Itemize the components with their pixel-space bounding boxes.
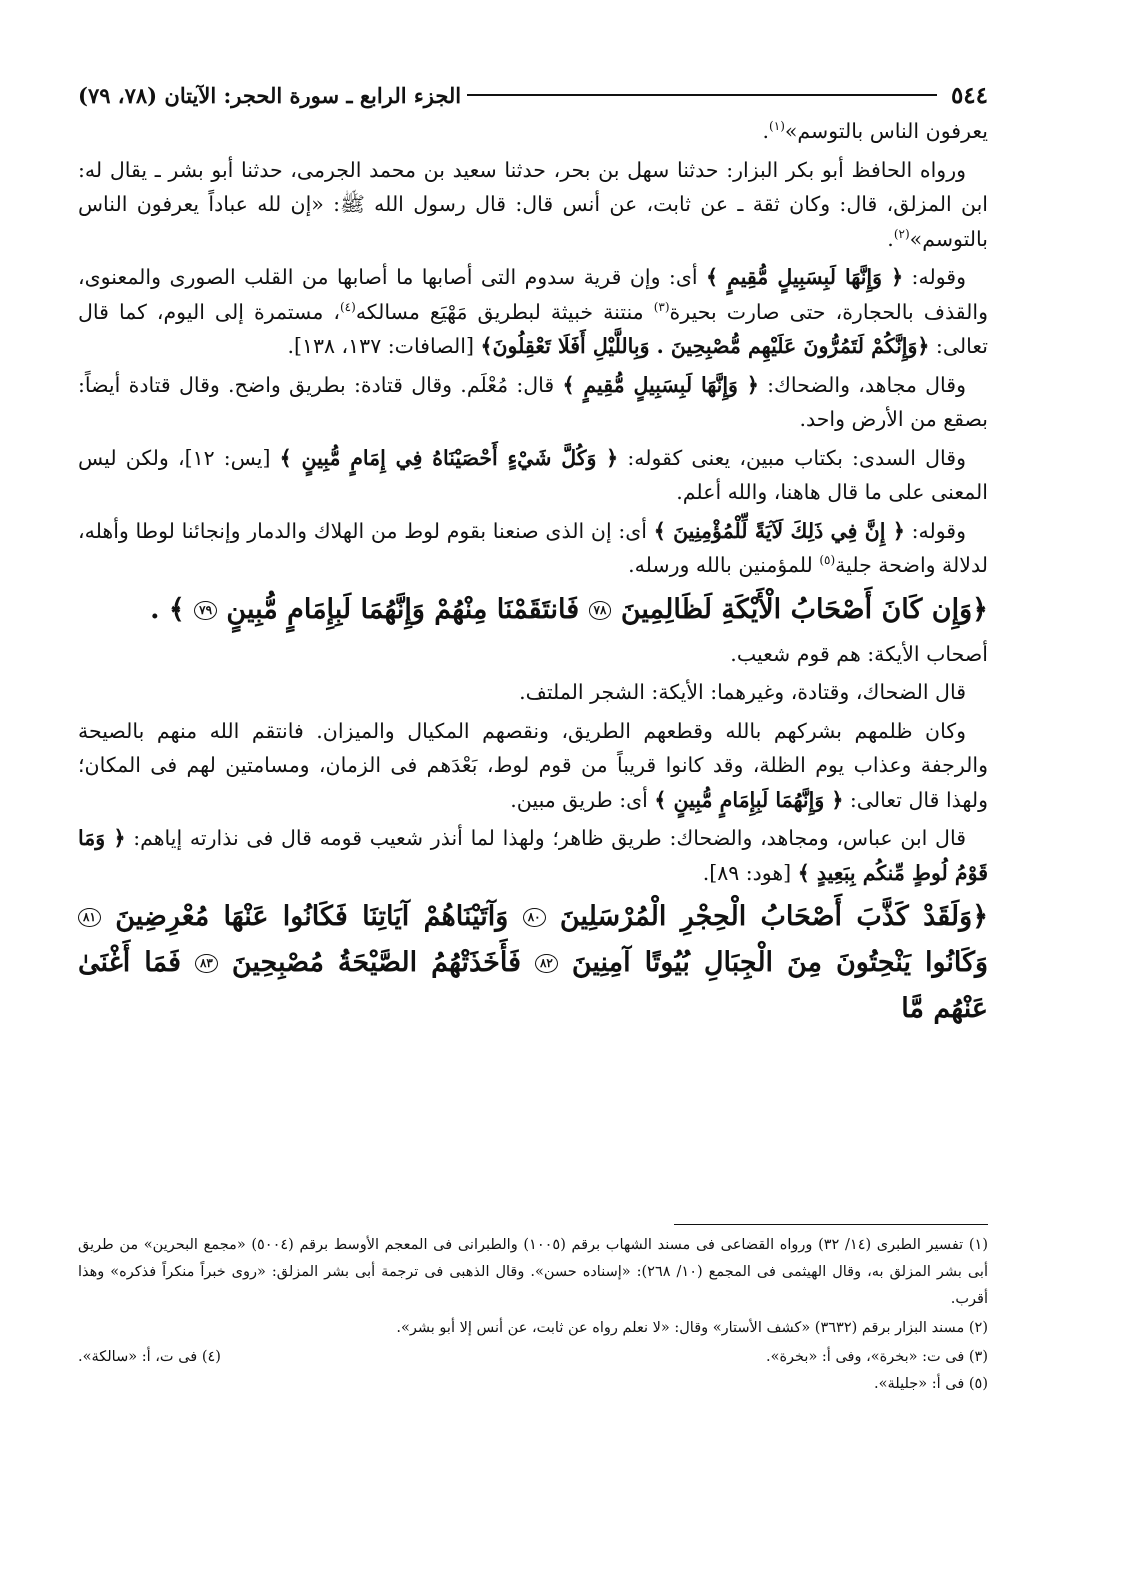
- verse-text: وَلَقَدْ كَذَّبَ أَصْحَابُ الْحِجْرِ الْمُرْسَلِينَ: [559, 901, 973, 932]
- paragraph-7: أصحاب الأيكة: هم قوم شعيب.: [730, 641, 988, 666]
- paragraph-1: [78, 114, 988, 149]
- verse-bracket: ﴾ .: [150, 593, 185, 625]
- paragraph-text: أى: إن الذى صنعنا بقوم لوط من الهلاك والدمار وإنجائنا لوطا وأهله، لدلالة واضحة جلية: [78, 518, 988, 577]
- main-text: [78, 114, 988, 1036]
- quran-quote: ﴿وَإِنَّكُمْ لَتَمُرُّونَ عَلَيْهِم مُّصْبِحِينَ . وَبِاللَّيْلِ أَفَلَا تَعْقِلُونَ﴾: [480, 334, 930, 358]
- paragraph-text: ورواه الحافظ أبو بكر البزار: حدثنا سهل بن بحر، حدثنا سعيد بن محمد الجرمى، حدثنا أبو بشر ـ يقال له: ابن المزلق، قال: وكان ثقة ـ عن ثابت، عن أنس قال: قال رسول الله ﷺ: «إن لله عباداً يعرفون الناس بالتوسم»: [78, 157, 988, 251]
- paragraph-text: [هود: ٨٩].: [702, 860, 798, 885]
- footnotes: [78, 1232, 988, 1400]
- footnote-5: (٥) فى أ: «جليلة».: [874, 1376, 988, 1392]
- verse-number: ٨٠: [523, 908, 546, 927]
- paragraph-text: للمؤمنين بالله ورسله.: [628, 553, 820, 577]
- quran-quote: ﴿ إِنَّ فِي ذَلِكَ لَآيَةً لِّلْمُؤْمِنِينَ ﴾: [653, 518, 905, 543]
- footnote-ref[interactable]: (٣): [653, 299, 670, 314]
- paragraph-text: وقوله:: [904, 518, 967, 543]
- paragraph-text: .: [762, 119, 770, 143]
- page-number: ٥٤٤: [950, 81, 988, 109]
- paragraph-text: [الصافات: ١٣٧، ١٣٨].: [287, 334, 481, 358]
- paragraph-2: [78, 153, 988, 257]
- paragraph-text: وقال السدى: بكتاب مبين، يعنى كقوله:: [618, 445, 966, 470]
- quran-quote: ﴿ وَكُلَّ شَيْءٍ أَحْصَيْنَاهُ فِي إِمَامٍ مُّبِينٍ ﴾: [279, 445, 619, 470]
- header-rule: [467, 94, 937, 96]
- footnote-ref[interactable]: (٥): [819, 553, 836, 568]
- verse-number: ٧٩: [194, 601, 217, 620]
- quran-quote: ﴿ وَإِنَّهَا لَبِسَبِيلٍ مُّقِيمٍ ﴾: [562, 372, 759, 397]
- paragraph-text: أى: وإن قرية سدوم التى أصابها ما أصابها من القلب الصورى والمعنوى، والقذف بالحجارة، حتى صارت بحيرة: [78, 265, 988, 324]
- footnote-4: (٤) فى ت، أ: «سالكة».: [78, 1349, 221, 1365]
- page-header: [78, 78, 988, 112]
- footnote-ref[interactable]: (٢): [893, 226, 910, 241]
- verse-number: ٨١: [78, 908, 101, 927]
- verse-text: وَإِن كَانَ أَصْحَابُ الْأَيْكَةِ لَظَالِمِينَ: [620, 593, 973, 625]
- footnote-ref[interactable]: (٤): [339, 299, 356, 314]
- paragraph-text: قال ابن عباس، ومجاهد، والضحاك: طريق ظاهر؛ ولهذا لما أنذر شعيب قومه قال فى نذارته إياهم:: [125, 826, 966, 850]
- footnote-1: (١) تفسير الطبرى (١٤/ ٣٢) ورواه القضاعى فى مسند الشهاب برقم (١٠٠٥) والطبرانى فى المعجم الأوسط برقم (٥٠٠٤) «مجمع البحرين» من طريق أبى بشر المزلق به، وقال الهيثمى فى المجمع (١٠/ ٢٦٨): «إسناده حسن». وقال الذهبى فى ترجمة أبى بشر المزلق: «روى خبراً منكراً فذكره» وهذا أقرب.: [78, 1237, 989, 1307]
- verse-number: ٨٣: [195, 954, 218, 973]
- verse-text: فَأَخَذَتْهُمُ الصَّيْحَةُ مُصْبِحِينَ: [231, 947, 521, 978]
- footnote-separator: [674, 1224, 988, 1225]
- paragraph-3: [78, 260, 988, 364]
- quran-quote: ﴿ وَإِنَّهَا لَبِسَبِيلٍ مُّقِيمٍ ﴾: [706, 265, 904, 289]
- paragraph-text: .: [887, 226, 894, 251]
- quran-quote: ﴿ وَإِنَّهُمَا لَبِإِمَامٍ مُّبِينٍ ﴾: [654, 787, 844, 812]
- verse-number: ٧٨: [589, 601, 612, 620]
- paragraph-text: قال: مُعْلَم. وقال قتادة: بطريق واضح. وقال قتادة أيضاً: بصقع من الأرض واحد.: [78, 372, 988, 431]
- verse-text: فَمَا أَغْنَىٰ عَنْهُم مَّا: [78, 947, 988, 1024]
- footnote-row: [78, 1344, 988, 1371]
- quran-quote: ﴿ وَمَا قَوْمُ لُوطٍ مِّنكُم بِبَعِيدٍ ﴾: [78, 826, 988, 885]
- paragraph-text: وقوله:: [903, 265, 966, 289]
- paragraph-text: ، مستمرة إلى اليوم، كما قال تعالى:: [78, 299, 988, 358]
- paragraph-4: [78, 368, 988, 437]
- paragraph-5: [78, 441, 988, 510]
- paragraph-10: [78, 821, 988, 890]
- footnote-2: (٢) مسند البزار برقم (٣٦٣٢) «كشف الأستار» وقال: «لا نعلم رواه عن ثابت، عن أنس إلا أبو بشر».: [396, 1320, 988, 1336]
- verse-text: وَآتَيْنَاهُمْ آيَاتِنَا فَكَانُوا عَنْهَا مُعْرِضِينَ: [115, 901, 509, 932]
- verse-text: فَانتَقَمْنَا مِنْهُمْ وَإِنَّهُمَا لَبِإِمَامٍ مُّبِينٍ: [226, 593, 580, 625]
- verse-bracket: ﴿: [972, 901, 989, 932]
- verse-bracket: ﴿: [972, 593, 988, 625]
- paragraph-text: وكان ظلمهم بشركهم بالله وقطعهم الطريق، ونقصهم المكيال والميزان. فانتقم الله منهم بالصيحة والرجفة وعذاب يوم الظلة، وقد كانوا قريباً من قوم لوط، بَعْدَهم فى الزمان، ومسامتين لهم فى المكان؛ ولهذا قال تعالى:: [78, 718, 988, 812]
- paragraph-8: قال الضحاك، وقتادة، وغيرهما: الأيكة: الشجر الملتف.: [519, 680, 966, 704]
- footnote-3: (٣) فى ت: «بخرة»، وفى أ: «بخرة».: [765, 1349, 988, 1365]
- verse-text: وَكَانُوا يَنْحِتُونَ مِنَ الْجِبَالِ بُيُوتًا آمِنِينَ: [571, 947, 989, 978]
- quran-verse-block-1: [78, 587, 988, 633]
- running-title: الجزء الرابع ـ سورة الحجر: الآيتان (٧٨، ٧٩): [78, 82, 462, 108]
- paragraph-text: منتنة خبيثة لبطريق مَهْيَع مسالكه: [355, 299, 654, 324]
- paragraph-text: يعرفون الناس بالتوسم»: [784, 119, 988, 143]
- quran-verse-block-2: [78, 894, 988, 1032]
- paragraph-9: [78, 714, 988, 818]
- paragraph-6: [78, 514, 988, 583]
- paragraph-text: [يس: ١٢]، ولكن ليس المعنى على ما قال هاهنا، والله أعلم.: [78, 445, 988, 504]
- paragraph-text: أى: طريق مبين.: [510, 787, 655, 812]
- verse-number: ٨٢: [535, 954, 558, 973]
- paragraph-text: وقال مجاهد، والضحاك:: [758, 372, 967, 397]
- footnote-ref[interactable]: (١): [769, 119, 785, 134]
